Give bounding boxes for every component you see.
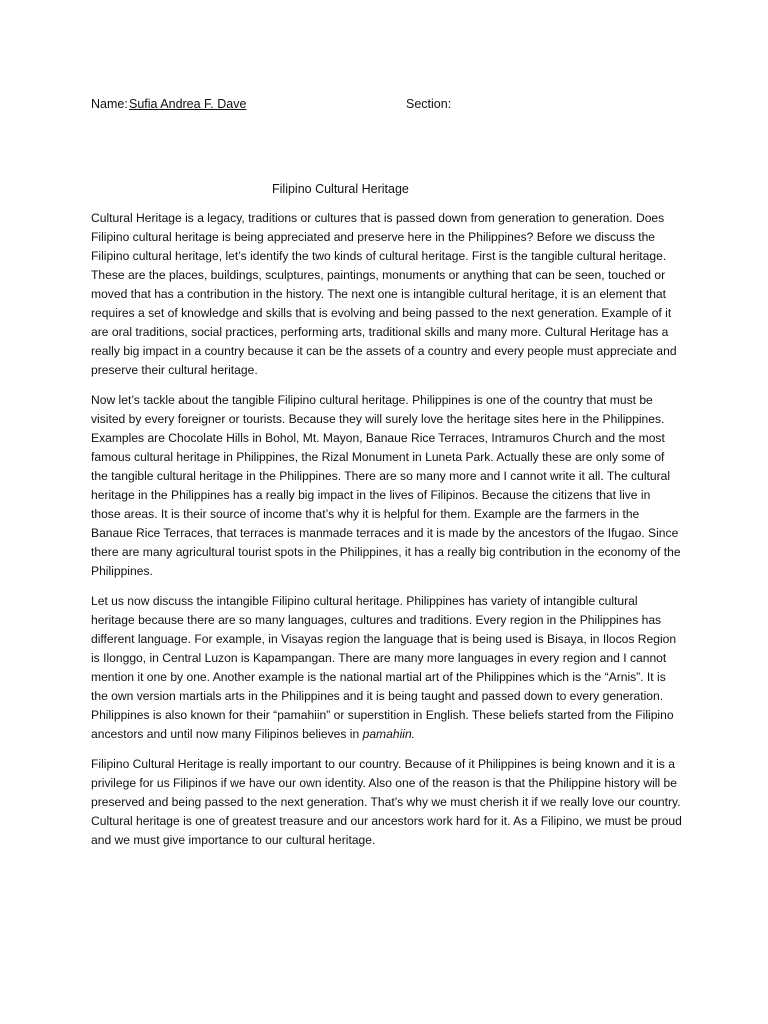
document-title: Filipino Cultural Heritage: [272, 182, 409, 196]
name-label: Name:: [91, 97, 128, 111]
document-body: [91, 209, 683, 861]
paragraph-2: Now let’s tackle about the tangible Filipino cultural heritage. Philippines is one of the country that must be visited by every foreigner or tourists. Because they will surely love the heritage sites here in the Philippines. Examples are Chocolate Hills in Bohol, Mt. Mayon, Banaue Rice Terraces, Intramuros Church and the most famous cultural heritage in Philippines, the Rizal Monument in Luneta Park. Actually these are only some of the tangible cultural heritage in the Philippines. There are so many more and I cannot write it all. The cultural heritage in the Philippines has a really big impact in the lives of Filipinos. Because the citizens that live in those areas. It is their source of income that’s why it is helpful for them. Example are the farmers in the Banaue Rice Terraces, that terraces is manmade terraces and it is made by the ancestors of the Ifugao. Since there are many agricultural tourist spots in the Philippines, it has a really big contribution in the economy of the Philippines.: [91, 393, 681, 578]
paragraph-4: Filipino Cultural Heritage is really important to our country. Because of it Philippines is being known and it is a privilege for us Filipinos if we have our own identity. Also one of the reason is that the Philippine history will be preserved and being passed to the next generation. That’s why we must cherish it if we really love our country. Cultural heritage is one of greatest treasure and our ancestors work hard for it. As a Filipino, we must be proud and we must give importance to our cultural heritage.: [91, 757, 682, 847]
paragraph-1: Cultural Heritage is a legacy, traditions or cultures that is passed down from generation to generation. Does Filipino cultural heritage is being appreciated and preserve here in the Philippines? Before we discuss the Filipino cultural heritage, let’s identify the two kinds of cultural heritage. First is the tangible cultural heritage. These are the places, buildings, sculptures, paintings, monuments or anything that can be seen, touched or moved that has a contribution in the history. The next one is intangible cultural heritage, it is an element that requires a set of knowledge and skills that is evolving and being passed to the next generation. Example of it are oral traditions, social practices, performing arts, traditional skills and many more. Cultural Heritage has a really big impact in a country because it can be the assets of a country and every people must appreciate and preserve their cultural heritage.: [91, 211, 677, 377]
header-line: [91, 95, 691, 115]
paragraph-3: [91, 592, 683, 744]
section-label: Section:: [406, 97, 452, 111]
name-value: Sufia Andrea F. Dave: [129, 97, 247, 111]
paragraph-3-italic: pamahiin.: [362, 727, 416, 741]
paragraph-3-text: Let us now discuss the intangible Filipino cultural heritage. Philippines has variety of intangible cultural heritage because there are so many languages, cultures and traditions. Every region in the Philippines has different language. For example, in Visayas region the language that is being used is Bisaya, in Ilocos Region is Ilonggo, in Central Luzon is Kapampangan. There are many more languages in every region and I cannot mention it one by one. Another example is the national martial art of the Philippines which is the “Arnis”. It is the own version martials arts in the Philippines and it is being taught and passed down to every generation. Philippines is also known for their “pamahiin” or superstition in English. These beliefs started from the Filipino ancestors and until now many Filipinos believes in: [91, 594, 677, 741]
